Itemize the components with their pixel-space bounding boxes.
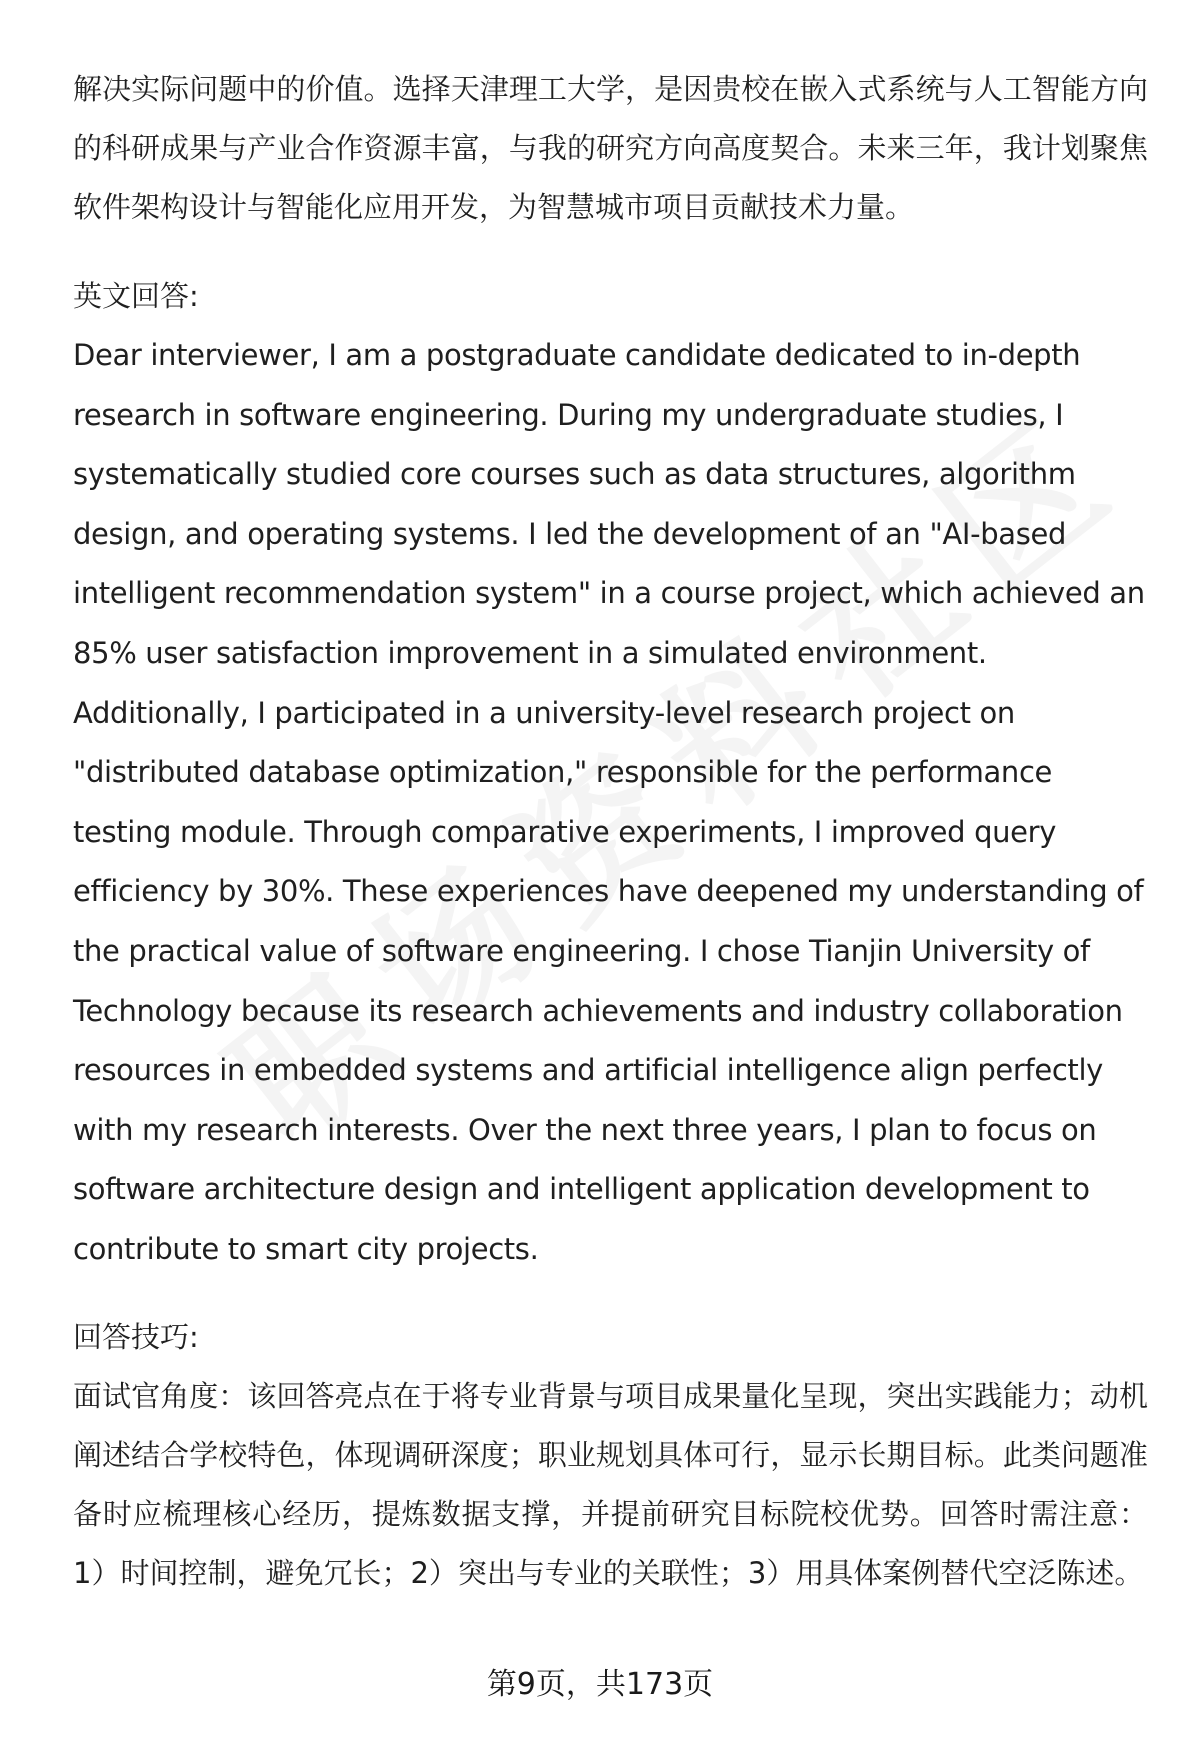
- page-number: 第9页，共173页: [486, 1667, 714, 1702]
- english-answer-paragraph: Dear interviewer, I am a postgraduate candidate dedicated to in-depth research in software engineering. During my undergraduate studies, I systematically studied core courses such as data structures, algorithm design, and operating systems. I led the development of an "AI-based intelligent recommendation system" in a course project, which achieved an 85% user satisfaction improvement in a simulated environment. Additionally, I participated in a university-level research project on "distributed database optimization," responsible for the performance testing module. Through comparative experiments, I improved query efficiency by 30%. These experiences have deepened my understanding of the practical value of software engineering. I chose Tianjin University of Technology because its research achievements and industry collaboration resources in embedded systems and artificial intelligence align perfectly with my research interests. Over the next three years, I plan to focus on software architecture design and intelligent application development to contribute to smart city projects.: [73, 338, 1145, 1266]
- tips-paragraph: 面试官角度：该回答亮点在于将专业背景与项目成果量化呈现，突出实践能力；动机阐述结合学校特色，体现调研深度；职业规划具体可行，显示长期目标。此类问题准备时应梳理核心经历，提炼数据支撑，并提前研究目标院校优势。回答时需注意：1）时间控制，避免冗长；2）突出与专业的关联性；3）用具体案例替代空泛陈述。: [73, 1378, 1148, 1590]
- spacer: [73, 237, 1148, 267]
- tips-heading: 回答技巧:: [73, 1319, 199, 1354]
- intro-paragraph: 解决实际问题中的价值。选择天津理工大学，是因贵校在嵌入式系统与人工智能方向的科研成果与产业合作资源丰富，与我的研究方向高度契合。未来三年，我计划聚焦软件架构设计与智能化应用开发，为智慧城市项目贡献技术力量。: [73, 72, 1148, 224]
- spacer: [73, 1280, 1148, 1308]
- english-answer-heading: 英文回答:: [73, 279, 199, 313]
- page-content: [73, 60, 1148, 1603]
